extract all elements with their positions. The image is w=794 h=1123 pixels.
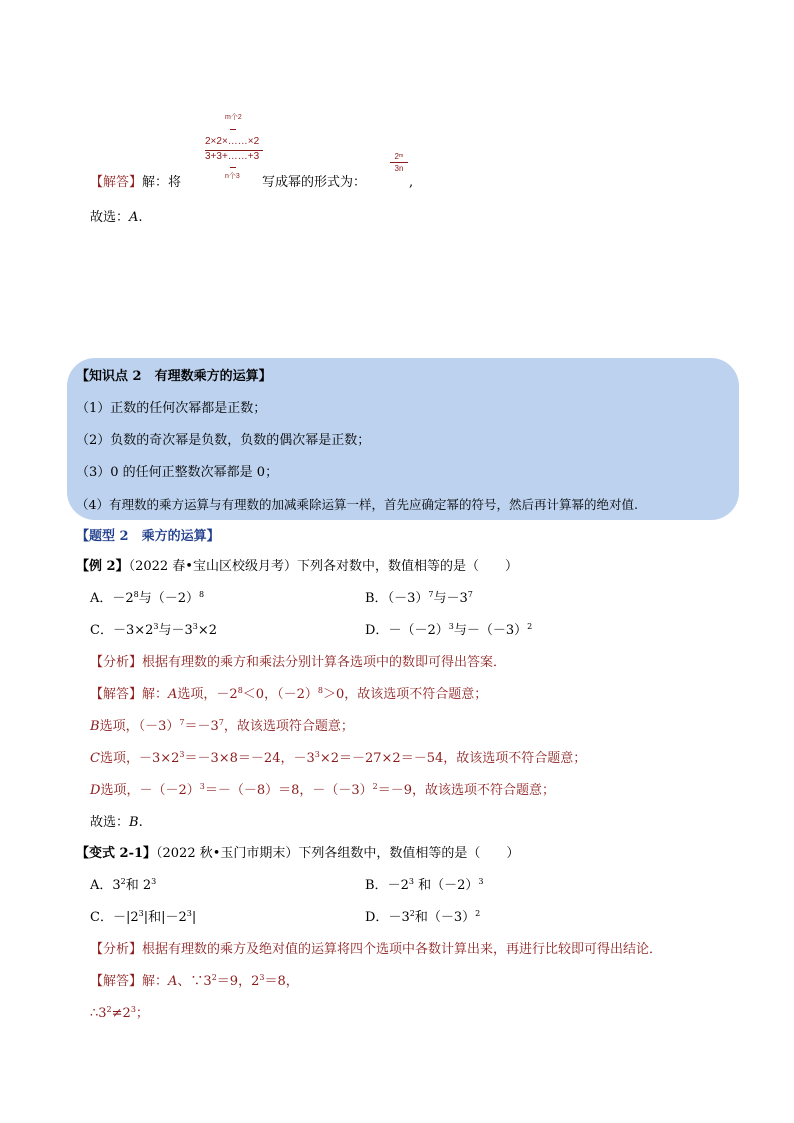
variant-question-text: （2022 秋•玉门市期末）下列各组数中，数值相等的是（ ） [156, 846, 520, 861]
bottom-brace [230, 167, 236, 168]
option-letter: B [90, 719, 100, 734]
line-exponent: 7 [179, 718, 185, 727]
option-part: －2 [387, 878, 409, 893]
option-part: 与－（－3） [453, 623, 528, 638]
result-numerator: 2ᵐ [394, 152, 404, 161]
example2-conclusion [90, 814, 143, 832]
example2-option-b [365, 590, 473, 608]
example-tag: 【例 2】 [76, 559, 129, 574]
option-exponent: 7 [467, 590, 473, 599]
knowledge-item-1: （1）正数的任何次幂都是正数； [76, 401, 267, 416]
variant21-line-2 [90, 1005, 149, 1023]
option-letter: B． [365, 878, 388, 893]
option-exponent: 8 [133, 590, 139, 599]
option-part: 和（－3） [414, 910, 476, 925]
conclusion-letter: A [129, 210, 139, 225]
line-part: 选项，－2 [177, 687, 238, 702]
top-brace [230, 129, 236, 130]
option-part: （－3） [387, 591, 429, 606]
example2-analysis: 【分析】根据有理数的乘方和乘法分别计算各选项中的数即可得出答案． [90, 655, 507, 670]
line-exponent: 2 [211, 973, 217, 982]
option-part: －3 [388, 910, 410, 925]
example-question-text: （2022 春•宝山区校级月考）下列各对数中，数值相等的是（ ） [128, 559, 518, 574]
fraction-numerator: 2×2×……×2 [205, 136, 260, 147]
knowledge-item-3: （3）0 的任何正整数次幂都是 0； [76, 465, 279, 480]
option-part: 和 2 [125, 878, 152, 893]
option-exponent: 7 [428, 590, 434, 599]
line-part: ∴3 [90, 1006, 107, 1021]
line-part: ≠2 [111, 1006, 131, 1021]
option-letter: A [168, 974, 178, 989]
option-exponent: 3 [192, 622, 198, 631]
line-part: ＝－3 [184, 719, 219, 734]
fraction-top-label: m个2 [225, 114, 242, 121]
option-part: －（－2） [388, 623, 449, 638]
variant21-analysis: 【分析】根据有理数的乘方及绝对值的运算将四个选项中各数计算出来，再进行比较即可得出结论． [90, 942, 663, 957]
result-fraction [390, 152, 408, 173]
option-exponent: 8 [199, 590, 205, 599]
example2-line-c [90, 750, 586, 768]
option-exponent: 3 [138, 909, 144, 918]
result-bar [390, 162, 408, 163]
option-letter: A [168, 687, 178, 702]
line-part: ×2＝－27×2＝－54，故该选项不符合题意； [319, 751, 587, 766]
option-letter: D． [365, 623, 389, 638]
variant21-option-c [90, 909, 196, 927]
line-exponent: 8 [237, 686, 243, 695]
option-part: －2 [112, 591, 134, 606]
option-part: 3 [112, 878, 121, 893]
line-exponent: 7 [218, 718, 224, 727]
answer-prefix: 解：将 [142, 175, 182, 190]
variant21-option-a [90, 877, 156, 895]
line-exponent: 3 [179, 750, 185, 759]
conclusion-text: 故选： [90, 210, 130, 225]
answer1-conclusion [90, 209, 143, 227]
line-exponent: 2 [372, 782, 378, 791]
option-letter: C． [90, 910, 113, 925]
option-part: －3×2 [112, 623, 154, 638]
line-part: ＞0，故该选项不符合题意； [322, 687, 488, 702]
example2-option-c [90, 622, 217, 640]
example2-line-b [90, 718, 354, 736]
answer-prefix: 解： [142, 974, 169, 989]
line-exponent: 8 [317, 686, 323, 695]
section-title: 【题型 2 乘方的运算】 [76, 529, 220, 544]
option-part: | [191, 910, 197, 925]
option-letter: A． [90, 591, 113, 606]
fraction-expression [203, 110, 267, 182]
answer-tag: 【解答】 [90, 974, 143, 989]
line-part: 选项，（－3） [99, 719, 180, 734]
line-part: ＝9，2 [216, 974, 260, 989]
option-letter: B． [365, 591, 388, 606]
option-part: 与－3 [158, 623, 193, 638]
option-exponent: 2 [409, 909, 415, 918]
line-part: 选项，－（－2） [100, 783, 200, 798]
line-part: ＝－（－8）＝8，－（－3） [204, 783, 373, 798]
option-part: 和（－2） [413, 878, 479, 893]
example2-line-d [90, 782, 555, 800]
answer1-suffix: , [409, 175, 414, 190]
option-part: |和|－2 [143, 910, 187, 925]
option-part: －|2 [112, 910, 139, 925]
line-exponent: 2 [106, 1005, 112, 1014]
option-exponent: 3 [186, 909, 192, 918]
answer-tag: 【解答】 [90, 687, 143, 702]
line-part: 选项，－3×2 [99, 751, 180, 766]
knowledge-item-2: （2）负数的奇次幂是负数，负数的偶次幂是正数； [76, 433, 371, 448]
option-exponent: 3 [153, 622, 159, 631]
option-part: 与（－2） [138, 591, 200, 606]
option-exponent: 3 [151, 877, 157, 886]
option-exponent: 3 [448, 622, 454, 631]
fraction-bottom-label: n个3 [225, 173, 240, 180]
line-part: ＝－3×8＝－24，－3 [184, 751, 315, 766]
option-part: ×2 [197, 623, 218, 638]
option-part: 与－3 [433, 591, 468, 606]
result-denominator: 3n [394, 164, 404, 173]
line-part: ＝－9，故该选项不符合题意； [377, 783, 556, 798]
example2-question [76, 558, 518, 576]
example2-option-d [365, 622, 532, 640]
line-part: ，故该选项符合题意； [223, 719, 354, 734]
option-letter: C． [90, 623, 113, 638]
answer-prefix: 解： [142, 687, 169, 702]
answer1-line [90, 174, 181, 192]
conclusion-end: . [138, 210, 143, 225]
option-exponent: 2 [527, 622, 533, 631]
variant21-line-1 [90, 973, 299, 991]
conclusion-end: . [138, 815, 143, 830]
conclusion-text: 故选： [90, 815, 130, 830]
conclusion-letter: B [129, 815, 139, 830]
option-letter: D． [365, 910, 389, 925]
line-part: 、∵3 [177, 974, 212, 989]
line-part: ＜0，（－2） [242, 687, 318, 702]
option-exponent: 3 [408, 877, 414, 886]
variant21-option-b [365, 877, 483, 895]
fraction-denominator: 3+3+……+3 [205, 151, 260, 162]
option-exponent: 2 [120, 877, 126, 886]
variant21-question [76, 845, 519, 863]
option-exponent: 2 [475, 909, 481, 918]
line-exponent: 3 [314, 750, 320, 759]
example2-line-a [90, 686, 487, 704]
answer1-middle: 写成幂的形式为： [262, 175, 367, 190]
answer-tag: 【解答】 [90, 175, 143, 190]
knowledge-item-4: （4）有理数的乘方运算与有理数的加减乘除运算一样，首先应确定幂的符号，然后再计算幂的绝对值. [76, 497, 638, 512]
example2-option-a [90, 590, 204, 608]
knowledge-title: 【知识点 2 有理数乘方的运算】 [76, 369, 272, 384]
variant21-option-d [365, 909, 480, 927]
line-exponent: 3 [130, 1005, 136, 1014]
line-part: ＝8， [264, 974, 299, 989]
line-part: ； [135, 1006, 149, 1021]
line-exponent: 3 [259, 973, 265, 982]
line-exponent: 3 [199, 782, 205, 791]
option-letter: C [90, 751, 100, 766]
option-letter: D [90, 783, 101, 798]
option-exponent: 3 [478, 877, 484, 886]
variant-tag: 【变式 2-1】 [76, 846, 157, 861]
option-letter: A． [90, 878, 113, 893]
